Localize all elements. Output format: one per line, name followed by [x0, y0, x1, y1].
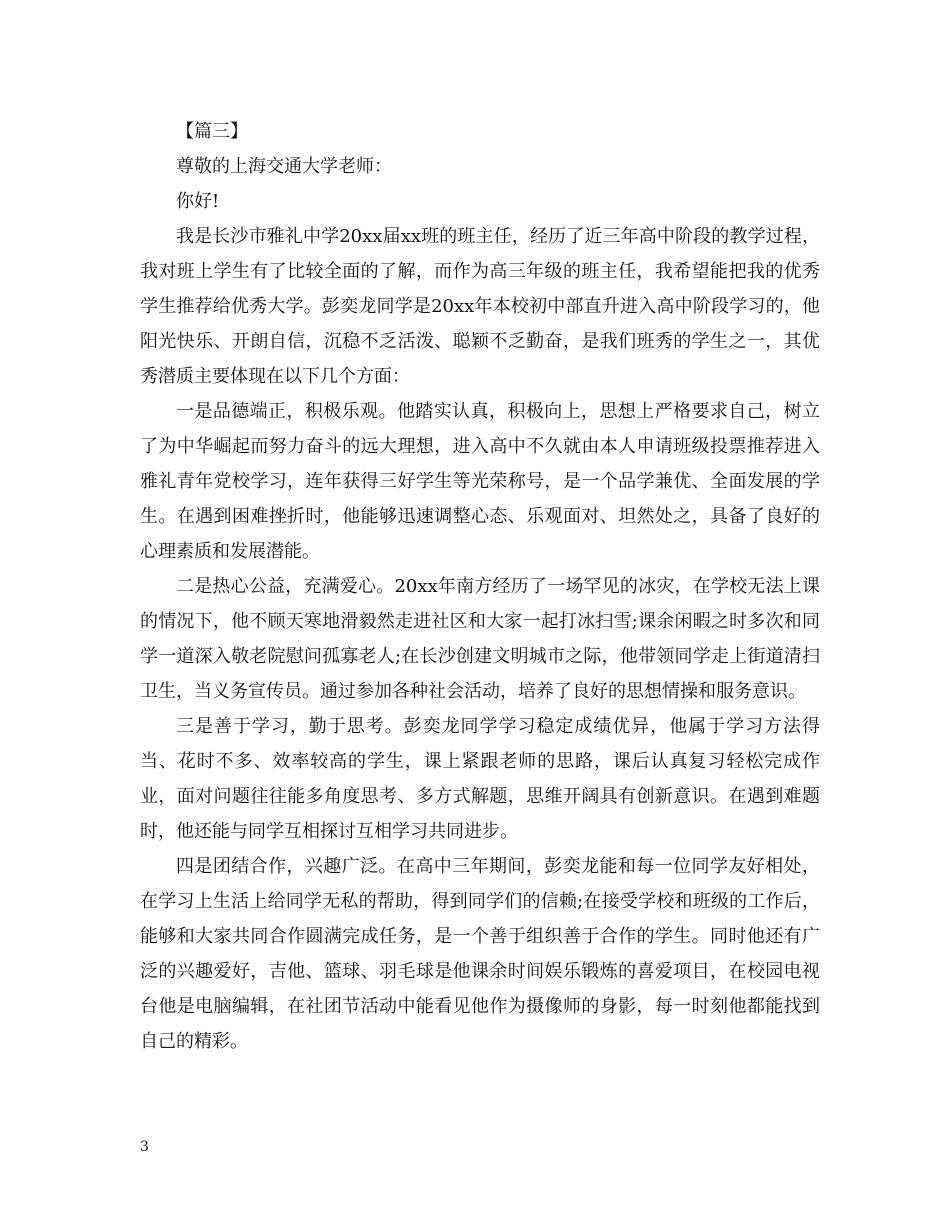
section-title: 【篇三】 — [176, 121, 248, 142]
greeting: 你好! — [176, 191, 220, 212]
paragraph-teamwork: 四是团结合作，兴趣广泛。在高中三年期间，彭奕龙能和每一位同学友好相处，在学习上生活上给同学无私的帮助，得到同学们的信赖;在接受学校和班级的工作后，能够和大家共同合作圆满完成任务，是一个善于组织善于合作的学生。同时他还有广泛的兴趣爱好，吉他、篮球、羽毛球是他课余时间娱乐锻炼的喜爱项目，在校园电视台他是电脑编辑，在社团节活动中能看见他作为摄像师的身影，每一时刻他都能找到自己的精彩。 — [140, 856, 820, 1052]
page-number: 3 — [140, 1139, 149, 1155]
paragraph-moral-character: 一是品德端正，积极乐观。他踏实认真，积极向上，思想上严格要求自己，树立了为中华崛起而努力奋斗的远大理想，进入高中不久就由本人申请班级投票推荐进入雅礼青年党校学习，连年获得三好学生等光荣称号，是一个品学兼优、全面发展的学生。在遇到困难挫折时，他能够迅速调整心态、乐观面对、坦然处之，具备了良好的心理素质和发展潜能。 — [140, 401, 820, 562]
paragraph-learning: 三是善于学习，勤于思考。彭奕龙同学学习稳定成绩优异，他属于学习方法得当、花时不多、效率较高的学生，课上紧跟老师的思路，课后认真复习轻松完成作业，面对问题往往能多角度思考、多方式解题，思维开阔具有创新意识。在遇到难题时，他还能与同学互相探讨互相学习共同进步。 — [140, 716, 820, 842]
salutation: 尊敬的上海交通大学老师： — [176, 156, 392, 177]
letter-body — [140, 114, 820, 1059]
paragraph-intro: 我是长沙市雅礼中学20xx届xx班的班主任，经历了近三年高中阶段的教学过程，我对班上学生有了比较全面的了解，而作为高三年级的班主任，我希望能把我的优秀学生推荐给优秀大学。彭奕龙同学是20xx年本校初中部直升进入高中阶段学习的，他阳光快乐、开朗自信，沉稳不乏活泼、聪颖不乏勤奋，是我们班秀的学生之一，其优秀潜质主要体现在以下几个方面： — [140, 226, 820, 387]
paragraph-public-welfare: 二是热心公益，充满爱心。20xx年南方经历了一场罕见的冰灾，在学校无法上课的情况下，他不顾天寒地滑毅然走进社区和大家一起打冰扫雪;课余闲暇之时多次和同学一道深入敬老院慰问孤寡老人;在长沙创建文明城市之际，他带领同学走上街道清扫卫生，当义务宣传员。通过参加各种社会活动，培养了良好的思想情操和服务意识。 — [140, 576, 820, 702]
